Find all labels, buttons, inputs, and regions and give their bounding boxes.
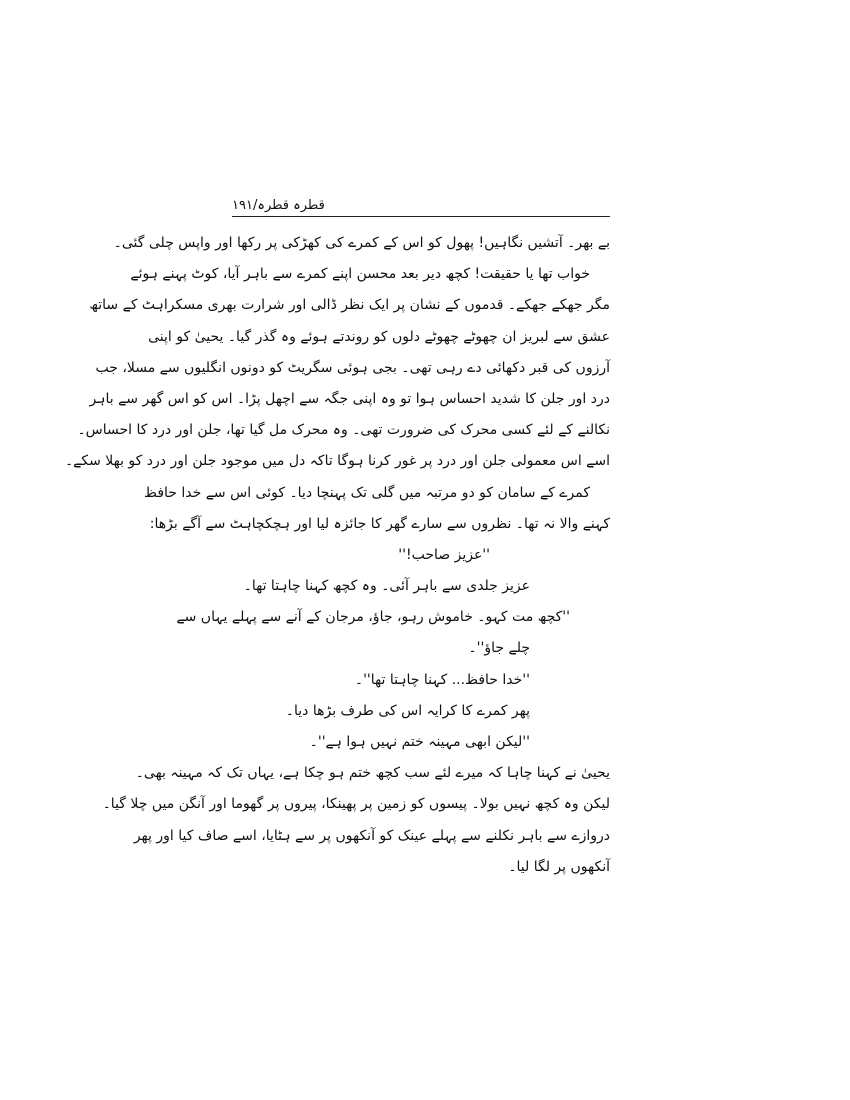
text-line: ''لیکن ابھی مہینہ ختم نہیں ہوا ہے''۔ (309, 734, 530, 750)
text-line: ''خدا حافظ... کہنا چاہتا تھا''۔ (354, 671, 530, 688)
text-line: کہنے والا نہ تھا۔ نظروں سے سارے گھر کا جائزہ لیا اور ہچکچاہٹ سے آگے بڑھا: (149, 515, 610, 532)
text-line: لیکن وہ کچھ نہیں بولا۔ پیسوں کو زمین پر پھینکا، پیروں پر گھوما اور آنگن میں چلا گیا۔ (102, 796, 610, 813)
text-line: عشق سے لبریز ان چھوٹے چھوٹے دلوں کو روندتے ہوئے وہ گذر گیا۔ یحییٰ کو اپنی (148, 328, 610, 345)
text-line: پھر کمرے کا کرایہ اس کی طرف بڑھا دیا۔ (285, 702, 530, 719)
text-line: کمرے کے سامان کو دو مرتبہ میں گلی تک پہنچا دیا۔ کوئی اس سے خدا حافظ (144, 484, 590, 501)
text-line: دروازے سے باہر نکلنے سے پہلے عینک کو آنکھوں پر سے ہٹایا، اسے صاف کیا اور پھر (133, 827, 610, 844)
text-line: نکالنے کے لئے کسی محرک کی ضرورت تھی۔ وہ محرک مل گیا تھا، جلن اور درد کا احساس۔ (77, 422, 610, 439)
text-line: درد اور جلن کا شدید احساس ہوا تو وہ اپنی جگہ سے اچھل پڑا۔ اس کو اس گھر سے باہر (89, 390, 610, 407)
text-line: اسے اس معمولی جلن اور درد پر غور کرنا ہوگا تاکہ دل میں موجود جلن اور درد کو بھلا سکے۔ (64, 453, 610, 470)
text-line: ''کچھ مت کہو۔ خاموش رہو، جاؤ، مرجان کے آنے سے پہلے یہاں سے (176, 609, 570, 626)
page-body (64, 228, 610, 883)
page-header (232, 198, 610, 216)
text-line: مگر جھکے جھکے۔ قدموں کے نشان پر ایک نظر ڈالی اور شرارت بھری مسکراہٹ کے ساتھ (89, 297, 610, 314)
text-line: خواب تھا یا حقیقت! کچھ دیر بعد محسن اپنے کمرے سے باہر آیا، کوٹ پہنے ہوئے (130, 266, 590, 283)
text-line: یحییٰ نے کہنا چاہا کہ میرے لئے سب کچھ ختم ہو چکا ہے، یہاں تک کہ مہینہ بھی۔ (135, 765, 610, 782)
page-header-title: قطرہ قطرہ/۱۹۱ (232, 198, 325, 213)
text-line: بے بھر۔ آتشیں نگاہیں! پھول کو اس کے کمرے کی کھڑکی پر رکھا اور واپس چلی گئی۔ (113, 235, 610, 251)
text-line: ''عزیز صاحب!'' (398, 546, 490, 563)
text-line: چلے جاؤ''۔ (468, 640, 530, 657)
text-line: آرزوں کی قبر دکھائی دے رہی تھی۔ بجی ہوئی سگریٹ کو دونوں انگلیوں سے مسلا، جب (95, 359, 610, 376)
text-line: آنکھوں پر لگا لیا۔ (508, 858, 610, 875)
header-rule (232, 216, 610, 217)
text-line: عزیز جلدی سے باہر آئی۔ وہ کچھ کہنا چاہتا تھا۔ (243, 578, 530, 595)
